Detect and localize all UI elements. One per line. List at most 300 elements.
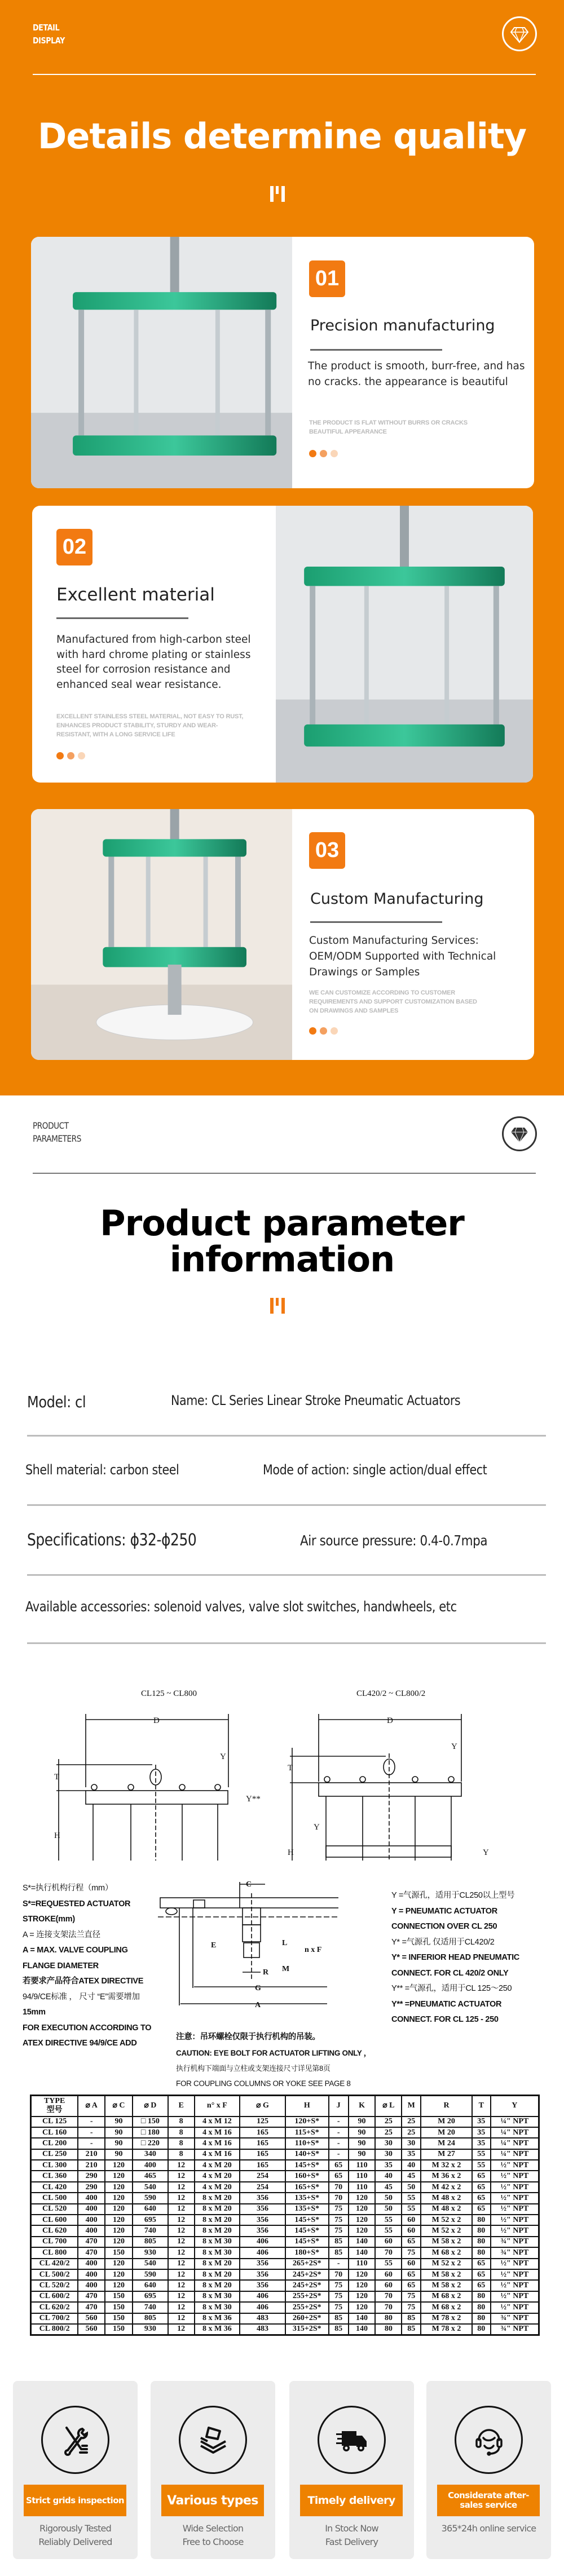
table-row	[31, 2171, 539, 2181]
table-cell: 180+S*	[285, 2247, 329, 2258]
param-specifications: Specifications: ϕ32-ϕ250	[27, 1530, 197, 1549]
table-cell: 470	[78, 2237, 105, 2247]
table-cell: CL 620/2	[31, 2302, 78, 2313]
drawing-title: CL125 ~ CL800	[141, 1689, 197, 1698]
headset-icon	[455, 2406, 523, 2474]
note-line: A = 连接支架法兰直径	[23, 1930, 100, 1939]
feature-card-custom	[31, 809, 534, 1060]
table-cell: M 20	[421, 2127, 472, 2138]
title-line: information	[169, 1239, 395, 1280]
dim-label: T	[288, 1764, 293, 1773]
table-cell: 120	[105, 2204, 133, 2215]
label-line: PARAMETERS	[33, 1133, 81, 1144]
dim-label: H	[54, 1831, 60, 1840]
page-title: Details determine quality	[37, 116, 527, 157]
table-cell: 50	[375, 2193, 402, 2203]
table-cell: 110+S*	[285, 2138, 329, 2149]
dim-label: E	[211, 1941, 217, 1950]
note-line: Y* =气源孔 仅适用于CL420/2	[391, 1937, 495, 1947]
table-cell: M 36 x 2	[421, 2171, 472, 2181]
divider	[27, 1574, 546, 1576]
divider	[27, 1642, 546, 1644]
table-row	[31, 2313, 539, 2324]
table-cell: 254	[240, 2182, 285, 2193]
table-cell: 120	[349, 2225, 376, 2236]
table-cell: 75	[329, 2291, 349, 2302]
table-cell: 60	[375, 2269, 402, 2280]
table-cell: 400	[78, 2280, 105, 2291]
note-line: FOR EXECUTION ACCORDING TO	[23, 2023, 152, 2032]
note-line: Y* = INFERIOR HEAD PNEUMATIC	[391, 1953, 519, 1962]
table-cell: 120	[349, 2280, 376, 2291]
table-cell: CL 125	[31, 2117, 78, 2127]
table-cell: 85	[329, 2237, 349, 2247]
column-header: TYPE 型号	[31, 2096, 78, 2117]
table-cell: 356	[240, 2259, 285, 2269]
table-cell: ¼" NPT	[491, 2149, 539, 2160]
feature-label: Timely delivery	[300, 2485, 403, 2516]
table-cell: CL 420/2	[31, 2259, 78, 2269]
table-cell: 120	[349, 2204, 376, 2215]
table-cell: 356	[240, 2280, 285, 2291]
note-line: Y** =PNEUMATIC ACTUATOR	[391, 1999, 502, 2009]
param-shell: Shell material: carbon steel	[25, 1462, 179, 1478]
table-cell: 245+2S*	[285, 2269, 329, 2280]
table-cell: M 68 x 2	[421, 2291, 472, 2302]
table-cell: 356	[240, 2215, 285, 2225]
table-cell: M 48 x 2	[421, 2193, 472, 2203]
table-cell: 12	[168, 2324, 195, 2335]
table-cell: 60	[375, 2280, 402, 2291]
table-cell: 356	[240, 2269, 285, 2280]
dim-label: R	[263, 1968, 269, 1977]
table-cell: 356	[240, 2204, 285, 2215]
table-cell: 8 x M 20	[195, 2269, 240, 2280]
note-line: 15mm	[23, 2008, 46, 2017]
table-cell: M 68 x 2	[421, 2302, 472, 2313]
card-divider	[310, 349, 442, 351]
table-cell: 40	[375, 2171, 402, 2181]
table-cell: ¾" NPT	[491, 2313, 539, 2324]
table-cell: 470	[78, 2291, 105, 2302]
table-cell: M 58 x 2	[421, 2269, 472, 2280]
note-line: Y** =气源孔，适用于CL 125～250	[391, 1984, 512, 1993]
title-mark-icon	[270, 186, 285, 202]
table-cell: M 42 x 2	[421, 2182, 472, 2193]
note-line: CONNECT. FOR CL 125 - 250	[391, 2015, 499, 2024]
card-body: The product is smooth, burr-free, and has no cracks. the appearance is beautiful	[308, 360, 525, 388]
subtext-line: Fast Delivery	[325, 2537, 378, 2547]
table-cell: -	[329, 2117, 349, 2127]
column-header: ⌀ G	[240, 2096, 285, 2117]
table-cell: 12	[168, 2204, 195, 2215]
table-row	[31, 2117, 539, 2127]
table-cell: 12	[168, 2269, 195, 2280]
feature-card-material	[32, 506, 533, 783]
table-cell: 85	[329, 2313, 349, 2324]
table-cell: 85	[329, 2247, 349, 2258]
table-cell: 406	[240, 2237, 285, 2247]
table-cell: 740	[133, 2225, 168, 2236]
table-cell: 8 x M 30	[195, 2291, 240, 2302]
table-cell: 4 x M 16	[195, 2127, 240, 2138]
section-label	[33, 1119, 81, 1145]
table-cell: ½" NPT	[491, 2215, 539, 2225]
table-cell: 8 x M 30	[195, 2247, 240, 2258]
table-cell: 254	[240, 2171, 285, 2181]
table-cell: 470	[78, 2302, 105, 2313]
card-title: Custom Manufacturing	[310, 890, 484, 908]
table-cell: 400	[78, 2193, 105, 2203]
table-cell: 8 x M 20	[195, 2225, 240, 2236]
table-row	[31, 2259, 539, 2269]
table-row	[31, 2127, 539, 2138]
feature-card	[289, 2381, 414, 2559]
table-cell: 120	[105, 2182, 133, 2193]
drawing-title: CL420/2 ~ CL800/2	[356, 1689, 426, 1698]
table-cell: 740	[133, 2302, 168, 2313]
dim-label: D	[153, 1716, 160, 1725]
table-cell: 80	[472, 2291, 491, 2302]
table-cell: 406	[240, 2291, 285, 2302]
table-cell: CL 300	[31, 2160, 78, 2171]
subtext-line: Reliably Delivered	[38, 2537, 112, 2547]
table-cell: ¾" NPT	[491, 2237, 539, 2247]
table-cell: 65	[472, 2280, 491, 2291]
table-cell: 75	[329, 2302, 349, 2313]
table-cell: 8 x M 20	[195, 2280, 240, 2291]
table-cell: 145+S*	[285, 2160, 329, 2171]
dim-label: Y	[314, 1823, 320, 1832]
table-cell: 400	[133, 2160, 168, 2171]
label-line: DISPLAY	[33, 36, 65, 46]
table-cell: CL 200	[31, 2138, 78, 2149]
table-cell: 400	[78, 2215, 105, 2225]
table-cell: 560	[78, 2313, 105, 2324]
table-cell: M 52 x 2	[421, 2225, 472, 2236]
table-cell: 90	[105, 2149, 133, 2160]
table-cell: 8	[168, 2127, 195, 2138]
table-cell: 120	[105, 2237, 133, 2247]
table-cell: 90	[105, 2138, 133, 2149]
table-cell: 805	[133, 2313, 168, 2324]
table-cell: -	[329, 2138, 349, 2149]
table-row	[31, 2324, 539, 2335]
column-header: J	[329, 2096, 349, 2117]
column-header: ⌀ C	[105, 2096, 133, 2117]
table-cell: 8 x M 36	[195, 2324, 240, 2335]
divider	[33, 1173, 536, 1174]
product-photo	[31, 809, 292, 1060]
card-divider	[56, 617, 188, 619]
table-cell: 65	[472, 2171, 491, 2181]
column-header: M	[402, 2096, 421, 2117]
table-cell: 8	[168, 2149, 195, 2160]
table-cell: 640	[133, 2204, 168, 2215]
table-cell: 12	[168, 2291, 195, 2302]
table-cell: 540	[133, 2182, 168, 2193]
tools-icon	[41, 2406, 109, 2474]
table-header-row	[31, 2096, 539, 2117]
table-cell: 140	[349, 2237, 376, 2247]
table-cell: CL 500	[31, 2193, 78, 2203]
table-cell: CL 520	[31, 2204, 78, 2215]
card-number-badge: 03	[309, 832, 345, 869]
table-cell: 75	[402, 2302, 421, 2313]
table-cell: 90	[105, 2117, 133, 2127]
caution-cn: 注意：吊环螺栓仅限于执行机构的吊装。	[176, 2032, 320, 2042]
table-cell: 40	[402, 2160, 421, 2171]
table-cell: 65	[329, 2160, 349, 2171]
feature-subtext	[426, 2522, 551, 2535]
table-cell: 12	[168, 2193, 195, 2203]
table-cell: □ 150	[133, 2117, 168, 2127]
table-cell: 120+S*	[285, 2117, 329, 2127]
table-cell: 120	[105, 2259, 133, 2269]
divider	[27, 1435, 546, 1437]
column-header: K	[349, 2096, 376, 2117]
table-cell: 70	[329, 2193, 349, 2203]
table-cell: ½" NPT	[491, 2280, 539, 2291]
table-cell: 150	[105, 2324, 133, 2335]
dim-label: T	[54, 1773, 60, 1782]
table-cell: 55	[375, 2225, 402, 2236]
table-cell: 70	[375, 2302, 402, 2313]
note-line: S*=执行机构行程（mm）	[23, 1884, 113, 1893]
note-line: CONNECTION OVER CL 250	[391, 1922, 497, 1931]
table-cell: 35	[402, 2149, 421, 2160]
table-cell: 4 x M 12	[195, 2117, 240, 2127]
table-cell: ½" NPT	[491, 2259, 539, 2269]
table-cell: 356	[240, 2193, 285, 2203]
dim-label: Y	[451, 1742, 457, 1751]
table-cell: M 58 x 2	[421, 2237, 472, 2247]
table-cell: 8 x M 20	[195, 2215, 240, 2225]
table-cell: 356	[240, 2225, 285, 2236]
table-cell: 930	[133, 2324, 168, 2335]
table-cell: M 52 x 2	[421, 2259, 472, 2269]
table-cell: 8	[168, 2117, 195, 2127]
feature-card	[426, 2381, 551, 2559]
table-cell: 165	[240, 2160, 285, 2171]
table-cell: ½" NPT	[491, 2171, 539, 2181]
table-cell: 560	[78, 2324, 105, 2335]
dim-label: n x F	[305, 1946, 322, 1954]
table-cell: 12	[168, 2259, 195, 2269]
table-cell: CL 520/2	[31, 2280, 78, 2291]
table-cell: ½" NPT	[491, 2204, 539, 2215]
table-cell: CL 250	[31, 2149, 78, 2160]
table-cell: 55	[375, 2259, 402, 2269]
table-cell: 12	[168, 2215, 195, 2225]
table-cell: 90	[349, 2149, 376, 2160]
table-cell: ¾" NPT	[491, 2324, 539, 2335]
table-cell: CL 500/2	[31, 2269, 78, 2280]
note-line: ATEX DIRECTIVE 94/9/CE ADD	[23, 2039, 137, 2048]
table-cell: 340	[133, 2149, 168, 2160]
table-cell: 80	[472, 2324, 491, 2335]
table-cell: M 78 x 2	[421, 2324, 472, 2335]
feature-label: Various types	[161, 2485, 264, 2516]
card-caption: EXCELLENT STAINLESS STEEL MATERIAL, NOT EASY TO RUST, ENHANCES PRODUCT STABILITY, STURDY AND WEAR-RESISTANT, WITH A LONG SERVICE LIFE	[56, 713, 244, 738]
table-cell: 120	[349, 2193, 376, 2203]
table-cell: 140	[349, 2313, 376, 2324]
table-cell: ¼" NPT	[491, 2117, 539, 2127]
table-cell: CL 420	[31, 2182, 78, 2193]
dimension-table	[30, 2095, 540, 2336]
dim-label: Y	[483, 1848, 489, 1857]
table-cell: 120	[105, 2225, 133, 2236]
table-cell: 12	[168, 2171, 195, 2181]
table-cell: 695	[133, 2291, 168, 2302]
table-cell: □ 180	[133, 2127, 168, 2138]
card-divider	[310, 921, 442, 923]
table-cell: 12	[168, 2247, 195, 2258]
feature-card	[151, 2381, 275, 2559]
table-cell: 12	[168, 2302, 195, 2313]
table-cell: 4 x M 20	[195, 2160, 240, 2171]
label-line: DETAIL	[33, 23, 60, 33]
column-header: ⌀ A	[78, 2096, 105, 2117]
table-cell: 65	[472, 2204, 491, 2215]
card-title: Excellent material	[56, 585, 215, 605]
table-cell: 483	[240, 2324, 285, 2335]
table-cell: 65	[402, 2280, 421, 2291]
table-cell: 25	[402, 2117, 421, 2127]
table-cell: 70	[329, 2269, 349, 2280]
note-line: Y =气源孔，适用于CL250以上型号	[391, 1891, 515, 1900]
dim-label: M	[282, 1965, 290, 1973]
table-cell: 35	[375, 2160, 402, 2171]
table-cell: 50	[402, 2182, 421, 2193]
pagination-dots	[309, 1027, 338, 1035]
table-cell: M 27	[421, 2149, 472, 2160]
subtext-line: Rigorously Tested	[39, 2523, 111, 2534]
table-cell: 4 x M 20	[195, 2171, 240, 2181]
card-number-badge: 01	[309, 260, 345, 297]
table-row	[31, 2269, 539, 2280]
table-cell: 110	[349, 2259, 376, 2269]
table-cell: 65	[329, 2171, 349, 2181]
card-title: Precision manufacturing	[310, 317, 495, 334]
table-cell: CL 800	[31, 2247, 78, 2258]
table-cell: 65	[472, 2193, 491, 2203]
table-cell: CL 600/2	[31, 2291, 78, 2302]
card-number-badge: 02	[56, 529, 92, 565]
dim-label: C	[246, 1880, 252, 1889]
label-line: PRODUCT	[33, 1120, 69, 1131]
pagination-dots	[309, 450, 338, 457]
table-cell: 90	[349, 2127, 376, 2138]
table-cell: 140	[349, 2324, 376, 2335]
table-cell: 165+S*	[285, 2182, 329, 2193]
table-cell: 8 x M 30	[195, 2302, 240, 2313]
table-cell: ¾" NPT	[491, 2247, 539, 2258]
table-cell: 55	[472, 2160, 491, 2171]
table-row	[31, 2291, 539, 2302]
table-cell: CL 800/2	[31, 2324, 78, 2335]
note-line: FLANGE DIAMETER	[23, 1961, 99, 1970]
table-cell: 80	[472, 2237, 491, 2247]
table-cell: 255+2S*	[285, 2302, 329, 2313]
table-cell: 35	[472, 2117, 491, 2127]
table-cell: -	[329, 2149, 349, 2160]
table-cell: 140+S*	[285, 2149, 329, 2160]
table-cell: 60	[402, 2225, 421, 2236]
table-cell: 483	[240, 2313, 285, 2324]
dim-label: G	[255, 1984, 261, 1992]
table-cell: □ 220	[133, 2138, 168, 2149]
table-cell: 120	[349, 2302, 376, 2313]
table-cell: 75	[329, 2280, 349, 2291]
table-cell: 70	[375, 2291, 402, 2302]
column-header: T	[472, 2096, 491, 2117]
table-cell: 65	[472, 2182, 491, 2193]
caution-en: CAUTION: EYE BOLT FOR ACTUATOR LIFTING ONLY ，	[176, 2049, 371, 2057]
table-cell: 695	[133, 2215, 168, 2225]
feature-label: Strict grids inspection	[24, 2485, 126, 2516]
table-cell: 120	[105, 2160, 133, 2171]
coupling-cn: 执行机构下端面与立柱或支架连接尺寸详见第8页	[176, 2064, 331, 2073]
table-cell: M 48 x 2	[421, 2204, 472, 2215]
table-cell: ½" NPT	[491, 2160, 539, 2171]
table-cell: M 68 x 2	[421, 2247, 472, 2258]
table-cell: 135+S*	[285, 2204, 329, 2215]
param-model: Model: cl	[27, 1393, 86, 1411]
table-cell: 30	[375, 2149, 402, 2160]
table-cell: 400	[78, 2225, 105, 2236]
column-header: R	[421, 2096, 472, 2117]
dim-label: Y**	[246, 1795, 261, 1804]
table-cell: 35	[472, 2138, 491, 2149]
product-photo	[31, 237, 292, 488]
param-pressure: Air source pressure: 0.4-0.7mpa	[300, 1532, 488, 1549]
feature-label: Considerate after-sales service	[437, 2485, 540, 2516]
product-photo	[276, 506, 533, 783]
notes-left	[23, 1881, 151, 2052]
dim-label: Y	[220, 1752, 226, 1761]
table-row	[31, 2193, 539, 2203]
table-cell: 400	[78, 2204, 105, 2215]
column-header: ⌀ D	[133, 2096, 168, 2117]
section-label	[33, 21, 65, 47]
table-cell: 315+2S*	[285, 2324, 329, 2335]
table-cell: 150	[105, 2302, 133, 2313]
notes-right	[391, 1888, 519, 2028]
table-cell: 110	[349, 2171, 376, 2181]
coupling-en: FOR COUPLING COLUMNS OR YOKE SEE PAGE 8	[176, 2079, 351, 2088]
table-cell: 120	[349, 2215, 376, 2225]
table-cell: 8 x M 36	[195, 2313, 240, 2324]
table-cell: 45	[375, 2182, 402, 2193]
table-cell: 60	[402, 2259, 421, 2269]
table-cell: 145+S*	[285, 2237, 329, 2247]
table-cell: 85	[329, 2324, 349, 2335]
subtext-line: Wide Selection	[182, 2523, 244, 2534]
table-cell: ½" NPT	[491, 2193, 539, 2203]
table-cell: CL 160	[31, 2127, 78, 2138]
title-line: Product parameter	[100, 1203, 464, 1244]
table-cell: 125	[240, 2117, 285, 2127]
table-cell: 400	[78, 2259, 105, 2269]
table-row	[31, 2237, 539, 2247]
table-cell: 120	[105, 2193, 133, 2203]
table-cell: CL 360	[31, 2171, 78, 2181]
table-cell: 80	[472, 2225, 491, 2236]
table-cell: 12	[168, 2225, 195, 2236]
table-cell: 60	[375, 2237, 402, 2247]
note-line: CONNECT. FOR CL 420/2 ONLY	[391, 1968, 509, 1978]
